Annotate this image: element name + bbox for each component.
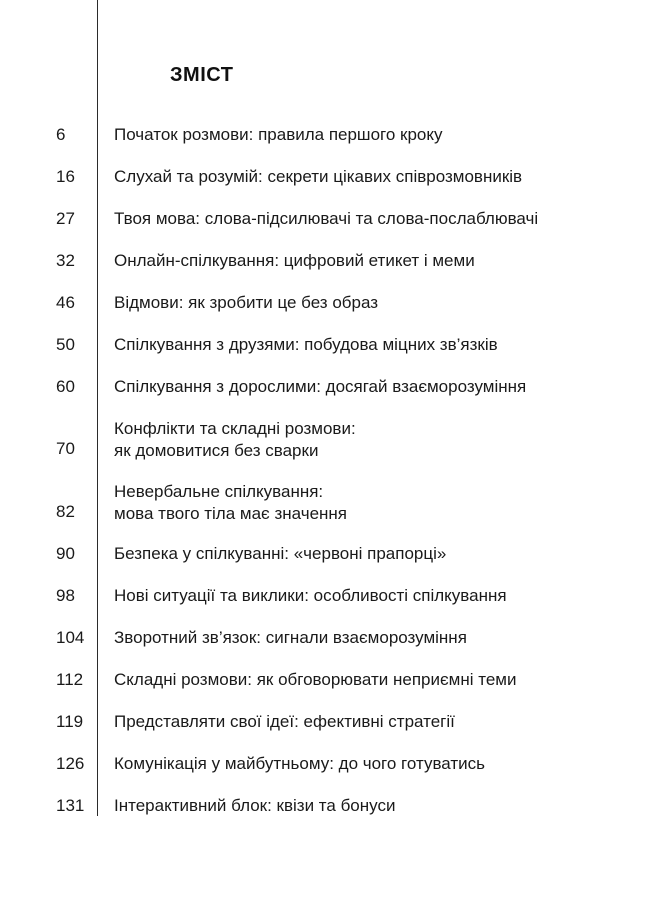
toc-entry-title — [114, 669, 634, 691]
toc-page-number: 98 — [56, 586, 75, 605]
toc-page-number: 112 — [56, 670, 84, 689]
toc-entry-title — [114, 292, 634, 314]
toc-page-number: 104 — [56, 628, 85, 647]
toc-entry-line: Зворотний зв’язок: сигнали взаєморозуміння — [114, 628, 467, 647]
toc-page-number: 131 — [56, 796, 85, 815]
vertical-divider — [97, 0, 98, 816]
toc-entry-line: Слухай та розумій: секрети цікавих співрозмовників — [114, 167, 523, 186]
toc-entry-line: Інтерактивний блок: квізи та бонуси — [114, 796, 396, 815]
toc-page-number: 126 — [56, 754, 85, 773]
toc-entry-line: Складні розмови: як обговорювати неприємні теми — [114, 670, 517, 689]
toc-page-number: 60 — [56, 377, 75, 396]
toc-entry-title — [114, 418, 634, 462]
toc-entry-line: Онлайн-спілкування: цифровий етикет і меми — [114, 251, 475, 270]
toc-entry-line: Представляти свої ідеї: ефективні стратегії — [114, 712, 455, 731]
toc-entry-line: Спілкування з друзями: побудова міцних зв’язків — [114, 335, 498, 354]
toc-page-number: 119 — [56, 712, 84, 731]
toc-entry-line: Комунікація у майбутньому: до чого готуватись — [114, 754, 486, 773]
toc-entry-line: Конфлікти та складні розмови: — [114, 419, 356, 438]
toc-entry-line: мова твого тіла має значення — [114, 504, 348, 523]
toc-entry-title — [114, 543, 634, 565]
toc-entry-line: Нові ситуації та виклики: особливості спілкування — [114, 586, 507, 605]
toc-entry-title — [114, 334, 634, 356]
toc-entry-title — [114, 481, 634, 525]
toc-entry-title — [114, 250, 634, 272]
toc-page-number: 27 — [56, 209, 75, 228]
toc-entry-title — [114, 711, 634, 733]
toc-page-number: 50 — [56, 335, 75, 354]
toc-entry-line: Початок розмови: правила першого кроку — [114, 125, 443, 144]
toc-entry-title — [114, 208, 634, 230]
toc-title: ЗМІСТ — [170, 64, 234, 86]
toc-page-number: 46 — [56, 293, 75, 312]
toc-entry-title — [114, 166, 634, 188]
toc-page-number: 16 — [56, 167, 75, 186]
toc-entry-line: Твоя мова: слова-підсилювачі та слова-послаблювачі — [114, 209, 539, 228]
toc-entry-title — [114, 585, 634, 607]
toc-page-number: 82 — [56, 502, 75, 521]
toc-page-number: 32 — [56, 251, 75, 270]
toc-page-number: 70 — [56, 439, 75, 458]
toc-entry-line: Безпека у спілкуванні: «червоні прапорці» — [114, 544, 447, 563]
toc-entry-line: Відмови: як зробити це без образ — [114, 293, 379, 312]
toc-entry-line: як домовитися без сварки — [114, 441, 319, 460]
toc-entry-line: Невербальне спілкування: — [114, 482, 324, 501]
toc-page-number: 6 — [56, 125, 66, 144]
toc-entry-title — [114, 753, 634, 775]
toc-entry-line: Спілкування з дорослими: досягай взаєморозуміння — [114, 377, 527, 396]
toc-entry-title — [114, 376, 634, 398]
toc-page-number: 90 — [56, 544, 75, 563]
toc-entry-title — [114, 795, 634, 817]
toc-entry-title — [114, 124, 634, 146]
toc-entry-title — [114, 627, 634, 649]
